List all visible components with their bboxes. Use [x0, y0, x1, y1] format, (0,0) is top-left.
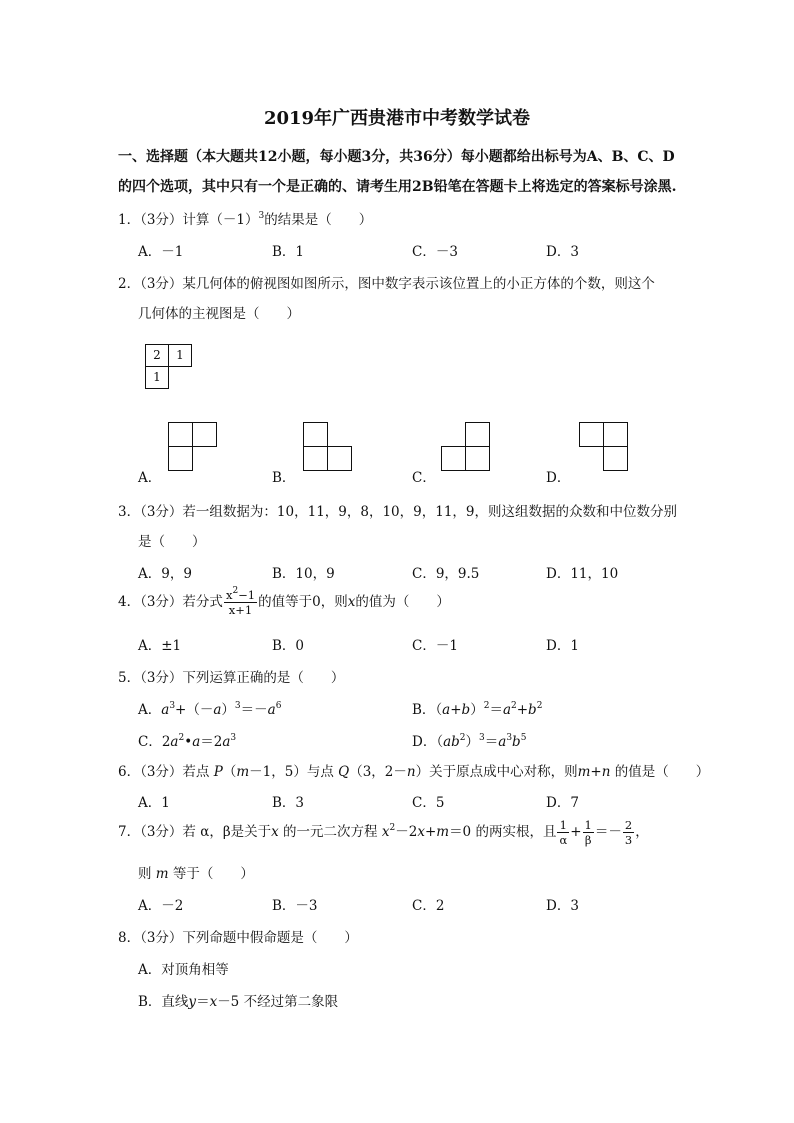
- section-heading-line2: 的四个选项，其中只有一个是正确的、请考生用2B铅笔在答题卡上将选定的答案标号涂黑.: [118, 179, 677, 195]
- q4-option-c: C．－1: [412, 638, 458, 654]
- question-7-stem-line2: 则 m 等于（ ）: [138, 866, 254, 882]
- question-4-stem: 4．（3分）若分式 $\frac{x^2-1}{x+1}$ 的值等于0，则x的值为（ ）: [118, 586, 450, 617]
- section-heading-line1: 一、选择题（本大题共12小题，每小题3分，共36分）每小题都给出标号为A、B、C、D: [118, 149, 675, 165]
- q4-option-a: A．±1: [138, 638, 182, 654]
- question-1-stem: 1．（3分）计算$(-1)^3$的结果是（ ）: [118, 211, 373, 228]
- question-8-stem: 8．（3分）下列命题中假命题是（ ）: [118, 930, 358, 946]
- question-2-stem-line1: 2．（3分）某几何体的俯视图如图所示，图中数字表示该位置上的小正方体的个数，则这个: [118, 276, 655, 292]
- q1-option-c: C．－3: [412, 244, 458, 260]
- q3-option-b: B．10，9: [272, 566, 335, 582]
- grid-cell: 1: [168, 344, 192, 367]
- question-3-stem-line1: 3．（3分）若一组数据为：10，11，9，8，10，9，11，9，则这组数据的众数和中位数分别: [118, 504, 677, 520]
- q6-option-b: B．3: [272, 795, 305, 811]
- q8-option-b: B．直线y＝x－5 不经过第二象限: [138, 994, 339, 1010]
- q1-option-d: D．3: [546, 244, 579, 260]
- q2-option-b: B．: [272, 470, 296, 486]
- question-6-stem: 6．（3分）若点 P（m－1，5）与点 Q（3，2－n）关于原点成中心对称，则m+n 的值是（ ）: [118, 764, 710, 780]
- grid-cell: 1: [145, 366, 169, 389]
- q7-option-b: B．－3: [272, 898, 318, 914]
- q5-option-d: D．$(ab^2)^3=a^3b^5$: [412, 733, 527, 750]
- question-3-stem-line2: 是（ ）: [138, 534, 206, 550]
- q4-option-d: D．1: [546, 638, 579, 654]
- q2-option-d: D．: [546, 470, 571, 486]
- q2-option-c: C．: [412, 470, 436, 486]
- fraction: $\frac{x^2-1}{x+1}$: [225, 586, 256, 617]
- q1-option-a: A．－1: [138, 244, 184, 260]
- q1-option-b: B．1: [272, 244, 305, 260]
- question-5-stem: 5．（3分）下列运算正确的是（ ）: [118, 670, 345, 686]
- q6-option-c: C．5: [412, 795, 445, 811]
- q3-option-d: D．11，10: [546, 566, 619, 582]
- q2-option-a: A．: [138, 470, 162, 486]
- page-title: 2019年广西贵港市中考数学试卷: [263, 108, 531, 129]
- grid-cell: 2: [145, 344, 169, 367]
- question-7-stem-line1: 7．（3分）若 α，β是关于x 的一元二次方程 $x^2-2x+m=0$ 的两实根，且 $\frac{1}{\alpha}$ + $\frac{1}{\beta}$ ＝－ $\frac{2}{3}$ ，: [118, 818, 649, 847]
- fraction: $\frac{1}{\beta}$: [584, 818, 592, 847]
- q7-option-d: D．3: [546, 898, 579, 914]
- q5-option-a: A．$a^3+(-a)^3=-a^6$: [138, 701, 282, 718]
- q4-option-b: B．0: [272, 638, 305, 654]
- fraction: $\frac{1}{\alpha}$: [559, 818, 568, 847]
- q3-option-c: C．9，9.5: [412, 566, 480, 582]
- question-2-stem-line2: 几何体的主视图是（ ）: [138, 306, 300, 322]
- q7-option-c: C．2: [412, 898, 445, 914]
- q5-option-b: B．$(a+b)^2=a^2+b^2$: [412, 701, 543, 718]
- q8-option-a: A．对顶角相等: [138, 962, 229, 978]
- q6-option-a: A．1: [138, 795, 170, 811]
- fraction: $\frac{2}{3}$: [624, 818, 633, 847]
- q5-option-c: C．$2a^2•a=2a^3$: [138, 733, 237, 750]
- q6-option-d: D．7: [546, 795, 579, 811]
- q7-option-a: A．－2: [138, 898, 184, 914]
- q3-option-a: A．9，9: [138, 566, 192, 582]
